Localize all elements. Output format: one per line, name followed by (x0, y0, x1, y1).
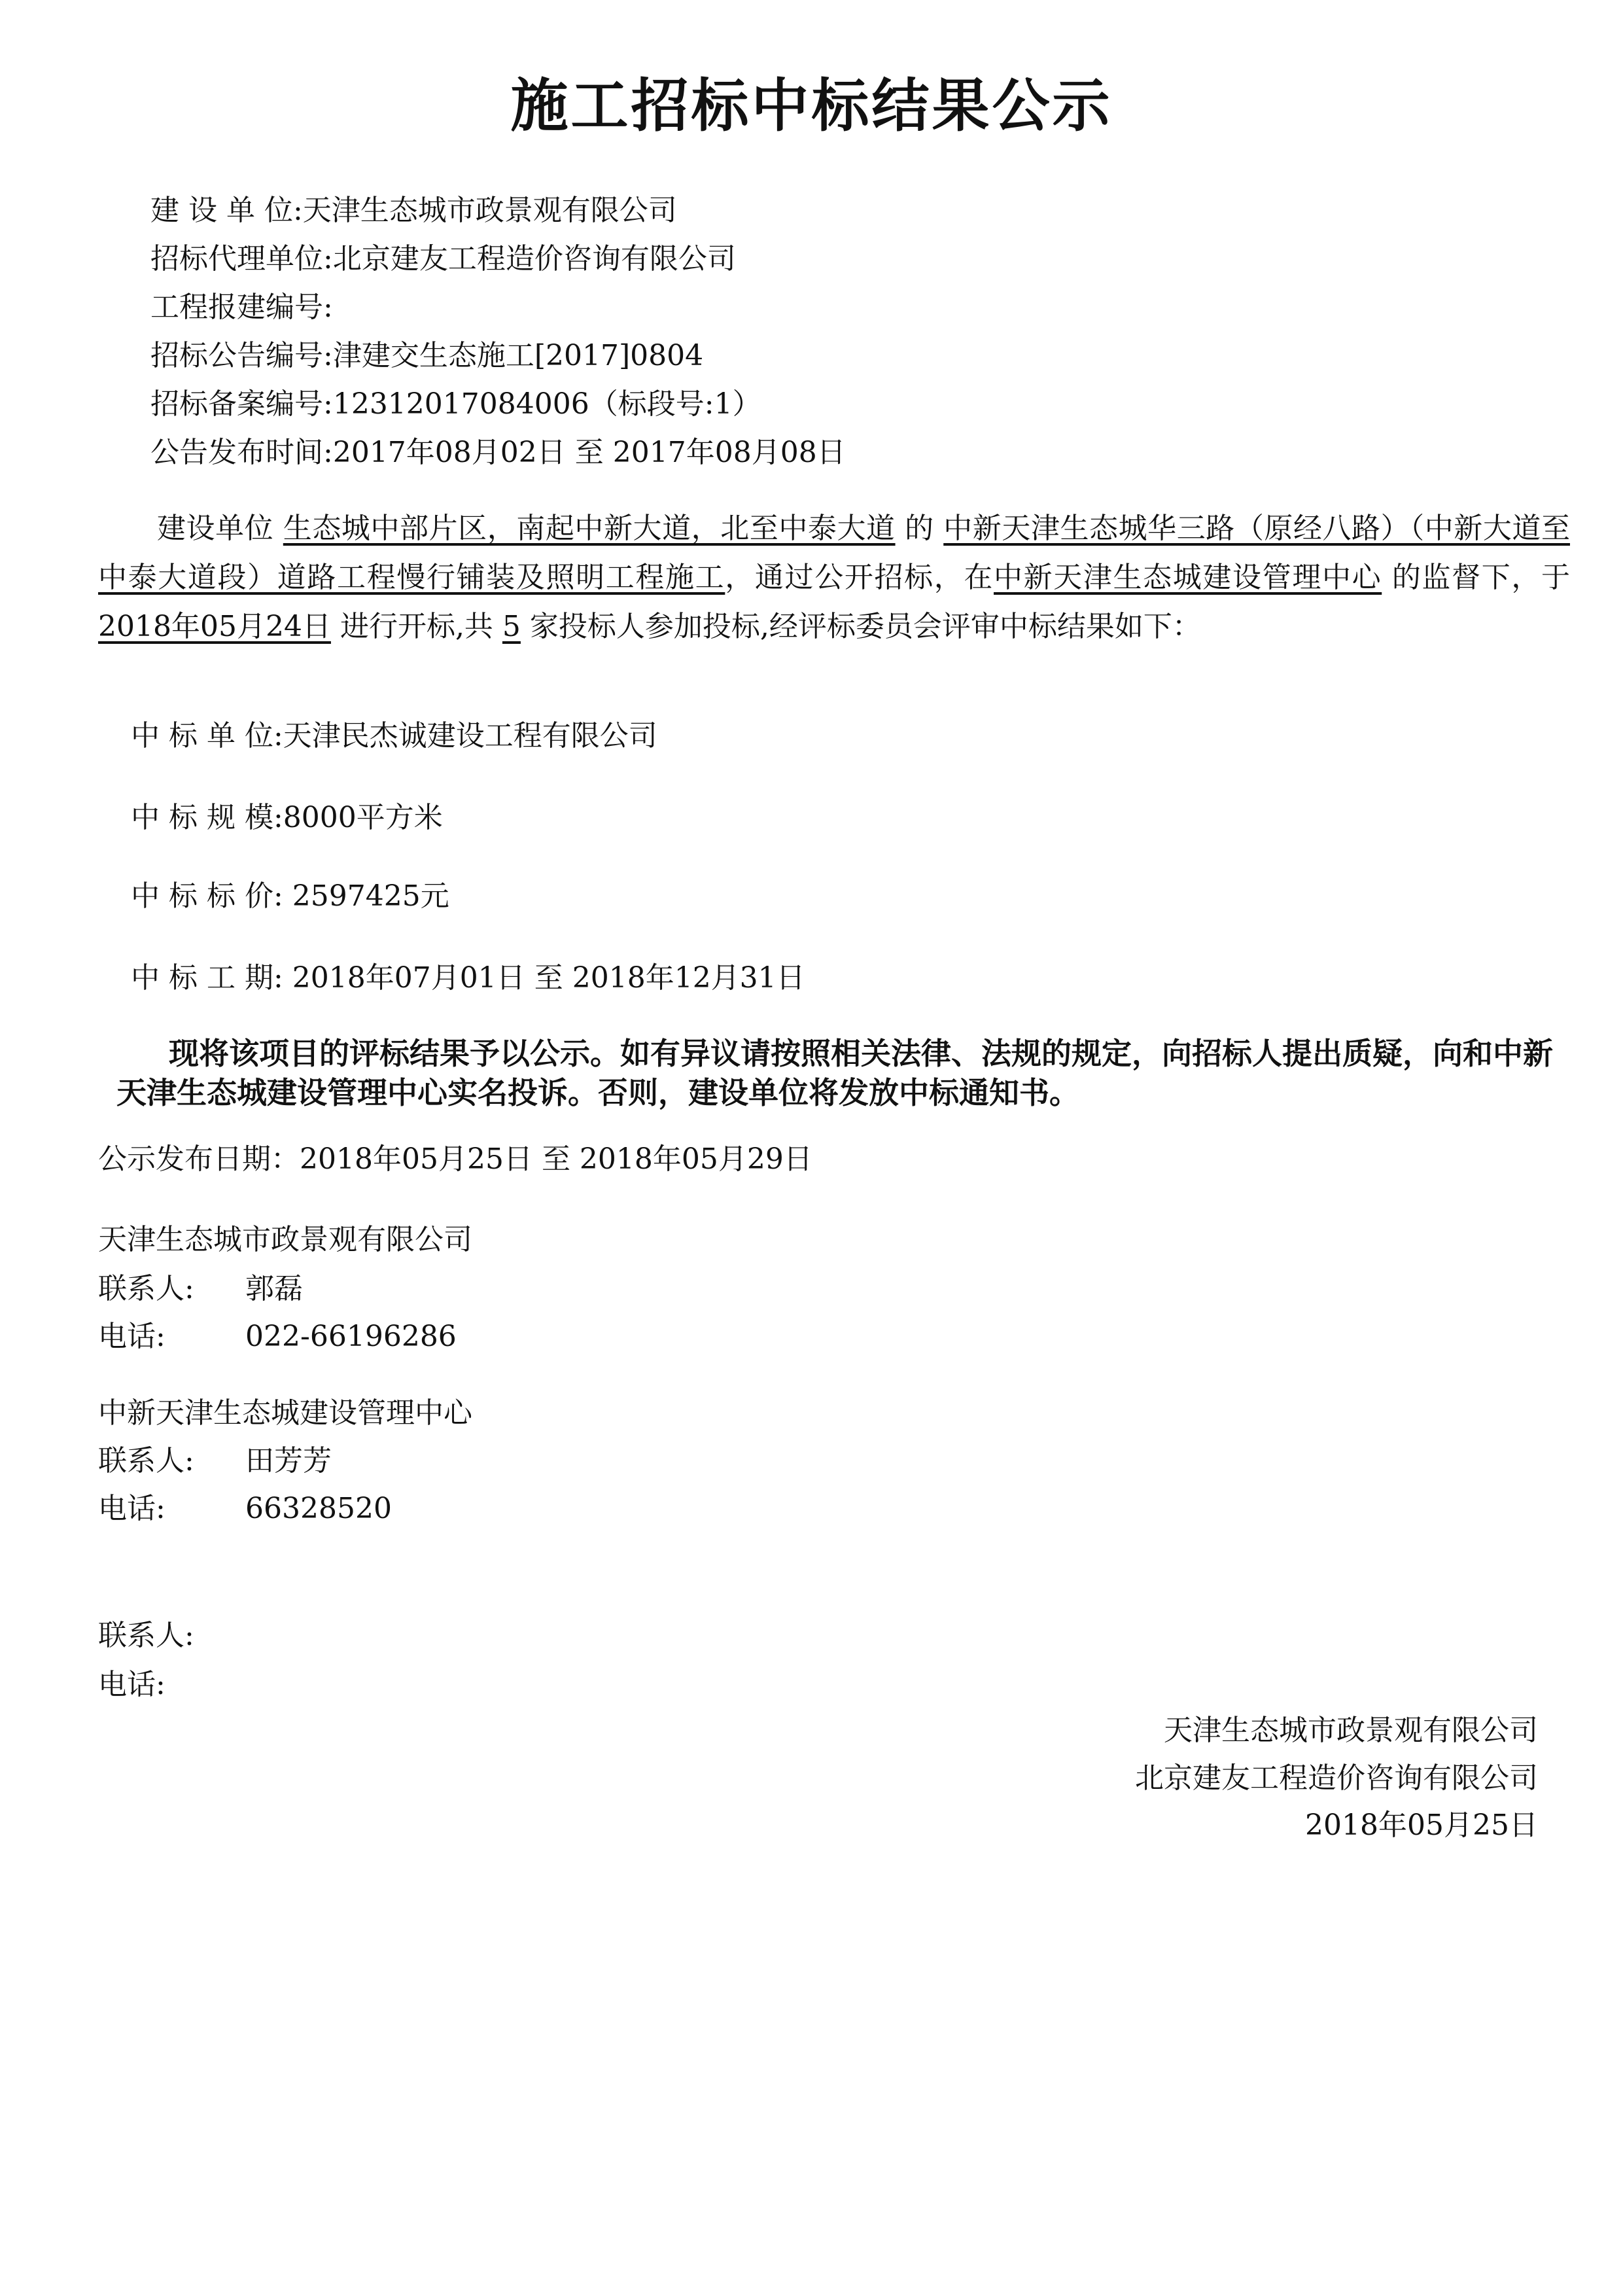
publish-time-label: 公告发布时间: (150, 436, 333, 469)
agency-label: 招标代理单位: (150, 242, 333, 275)
project-no-label: 工程报建编号: (150, 291, 333, 324)
paragraph-text: 家投标人参加投标,经评标委员会评审中标结果如下： (520, 610, 1201, 643)
signature-date: 2018年05月25日 (1305, 1809, 1538, 1842)
contact-person-label: 联系人: (98, 1272, 194, 1305)
record-no-label: 招标备案编号: (150, 387, 333, 421)
objection-notice: 现将该项目的评标结果予以公示。如有异议请按照相关法律、法规的规定，向招标人提出质疑，向和中新天津生态城建设管理中心实名投诉。否则，建设单位将发放中标通知书。 (116, 1036, 1553, 1110)
agency-value: 北京建友工程造价咨询有限公司 (332, 242, 736, 275)
signature-org-2: 北京建友工程造价咨询有限公司 (1135, 1761, 1538, 1795)
project-location: 生态城中部片区，南起中新大道，北至中泰大道 (283, 512, 896, 545)
result-winner (131, 716, 657, 756)
notice-no-label: 招标公告编号: (150, 339, 333, 372)
info-publish-time (150, 433, 846, 472)
paragraph-text: 进行开标,共 (330, 610, 502, 643)
contact-phone-label: 电话: (98, 1492, 166, 1525)
contact-phone-label: 电话: (98, 1668, 166, 1701)
construction-unit-label: 建 设 单 位: (150, 194, 303, 227)
info-notice-no (150, 336, 703, 376)
contact-person-label: 联系人: (98, 1619, 194, 1652)
info-agency (150, 239, 736, 279)
period-label: 中 标 工 期: (131, 961, 283, 995)
supervisor-name: 中新天津生态城建设管理中心 (994, 561, 1382, 594)
contact-1-person (98, 1269, 621, 1309)
result-period (131, 959, 805, 998)
contact-2-org: 中新天津生态城建设管理中心 (98, 1396, 472, 1430)
info-project-no (150, 288, 333, 327)
contact-2-person (98, 1441, 621, 1481)
price-value: 2597425元 (292, 879, 449, 913)
paragraph-text: ，通过公开招标，在 (725, 561, 994, 594)
contact-phone-value: 66328520 (245, 1492, 392, 1525)
info-record-no (150, 385, 761, 424)
winner-value: 天津民杰诚建设工程有限公司 (283, 719, 657, 752)
contact-3-person (98, 1616, 194, 1655)
price-label: 中 标 标 价: (131, 879, 283, 913)
result-scale (131, 798, 443, 838)
contact-1-phone (98, 1317, 621, 1356)
signature-org-1: 天津生态城市政景观有限公司 (1164, 1714, 1538, 1747)
construction-unit-value: 天津生态城市政景观有限公司 (302, 194, 677, 227)
scale-label: 中 标 规 模: (131, 801, 283, 834)
contact-1-org: 天津生态城市政景观有限公司 (98, 1223, 472, 1256)
publicity-period: 公示发布日期：2018年05月25日 至 2018年05月29日 (98, 1142, 812, 1176)
info-construction-unit (150, 191, 677, 230)
contact-person-value: 田芳芳 (245, 1444, 332, 1477)
paragraph-text: 的监督下，于 (1382, 561, 1571, 594)
winner-label: 中 标 单 位: (131, 719, 283, 752)
paragraph-text: 建设单位 (157, 512, 283, 545)
contact-3-phone (98, 1665, 166, 1704)
main-paragraph (98, 504, 1570, 651)
publish-time-value: 2017年08月02日 至 2017年08月08日 (332, 436, 846, 469)
scale-value: 8000平方米 (283, 801, 443, 834)
contact-phone-label: 电话: (98, 1320, 166, 1353)
project-name: 中新天津生态城华三路（原经八路）（中新大道至中泰大道段）道路工程慢行铺装及照明工程施工 (98, 512, 1570, 594)
notice-no-value: 津建交生态施工[2017]0804 (332, 339, 704, 372)
period-value: 2018年07月01日 至 2018年12月31日 (292, 961, 805, 995)
contact-phone-value: 022-66196286 (245, 1320, 457, 1353)
record-no-value: 12312017084006（标段号:1） (332, 387, 761, 421)
contact-person-label: 联系人: (98, 1444, 194, 1477)
document-title: 施工招标中标结果公示 (510, 71, 1113, 139)
paragraph-text: 的 (895, 512, 944, 545)
bidder-count: 5 (502, 610, 521, 643)
result-price (131, 877, 449, 916)
bid-open-date: 2018年05月24日 (98, 610, 331, 643)
contact-2-phone (98, 1489, 621, 1528)
contact-person-value: 郭磊 (245, 1272, 303, 1305)
